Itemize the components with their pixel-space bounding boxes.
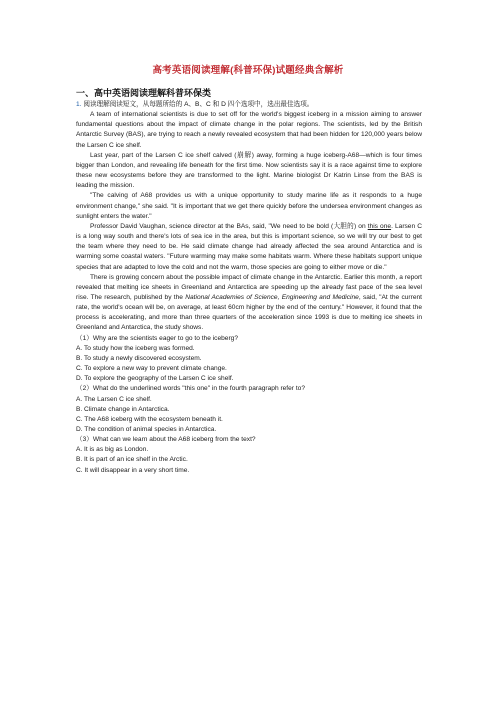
section-heading: 一、高中英语阅读理解科普环保类 [76, 88, 212, 98]
question-2-stem: （2）What do the underlined words "this one" in the fourth paragraph refer to? [76, 385, 306, 393]
underlined-phrase: this one [367, 222, 392, 230]
question-3-option-b: B. It is part of an ice shelf in the Arctic. [76, 456, 188, 464]
passage-paragraph-2: Last year, part of the Larsen C ice shelf calved (崩解) away, forming a huge iceberg-A68—which is four times bigger than London, and revealing life beneath for the first time. Now scientists say it is a race against time to explore these new ecosystems before they are transformed to the light. Marine biologist Dr Katrin Linse from the BAS is leading the mission. [76, 151, 422, 190]
question-3-option-c: C. It will disappear in a very short time. [76, 466, 190, 474]
question-1-option-a: A. To study how the iceberg was formed. [76, 344, 195, 352]
question-1-option-b: B. To study a newly discovered ecosystem. [76, 354, 202, 362]
question-1-option-d: D. To explore the geography of the Larsen C ice shelf. [76, 375, 234, 383]
question-3-option-a: A. It is as big as London. [76, 446, 149, 454]
passage-paragraph-3: "The calving of A68 provides us with a unique opportunity to study marine life as it responds to a huge environment change," she said. "It is important that we get there quickly before the undersea environment changes as sunlight enters the water." [76, 192, 422, 220]
p4-text-after: . Larsen C is a long way south and there's lots of sea ice in the area, but this is important science, so we will try our best to get the team where they need to be. He said climate change had already affected the sea around Antarctica and is warming some coastal waters. "Future warming may make some habitats warm. Where these habitats support unique species that are adapted to love the cold and not the warm, those species are going to either move or die." [76, 222, 422, 271]
p5-text-before: There is growing concern about the possible impact of climate change in the Antarctic. Earlier this month, a report revealed that melting ice sheets in Greenland and Antarctica are speeding up the already fast pace of the sea level rise. The research, published by the [76, 273, 422, 301]
passage-paragraph-4 [76, 222, 422, 273]
question-1-stem: （1）Why are the scientists eager to go to the iceberg? [76, 334, 238, 342]
question-1-option-c: C. To explore a new way to prevent climate change. [76, 365, 227, 373]
question-3-stem: （3）What can we learn about the A68 iceberg from the text? [76, 436, 256, 444]
question-2-option-b: B. Climate change in Antarctica. [76, 405, 170, 413]
passage-paragraph-1: A team of international scientists is due to set off for the world's biggest iceberg in a mission aiming to answer fundamental questions about the impact of climate change in the polar regions. The scientists, led by the British Antarctic Survey (BAS), are trying to reach a newly revealed ecosystem that had been hidden for 120,000 years below the Larsen C ice shelf. [76, 111, 422, 149]
question-intro [76, 100, 422, 110]
question-number: 1. [76, 101, 82, 108]
question-2-option-d: D. The condition of animal species in Antarctica. [76, 426, 217, 433]
p5-text-after: , said, "At the current rate, the world's ocean will be, on average, at least 60cm higher by the end of the century." However, it found that the process is accelerating, and more than three quarters of the acceleration since 1993 is due to melting ice sheets in Greenland and Antarctica, the study shows. [76, 293, 422, 332]
italic-publisher: National Academies of Science, Engineering and Medicine [185, 293, 359, 301]
question-2-option-a: A. The Larsen C ice shelf. [76, 395, 152, 403]
document-title: 高考英语阅读理解(科普环保)试题经典含解析 [152, 65, 344, 76]
document-body [76, 100, 422, 476]
p4-text-before: Professor David Vaughan, science director at the BAs, said, "We need to be bold (大胆的) on [90, 222, 368, 230]
question-intro-text: 阅读理解阅读短文，从每题所给的 A、B、C 和 D 四个选项中，选出最佳选项。 [81, 101, 314, 108]
passage-paragraph-5 [76, 273, 422, 334]
question-2-option-c: C. The A68 iceberg with the ecosystem beneath it. [76, 415, 223, 423]
